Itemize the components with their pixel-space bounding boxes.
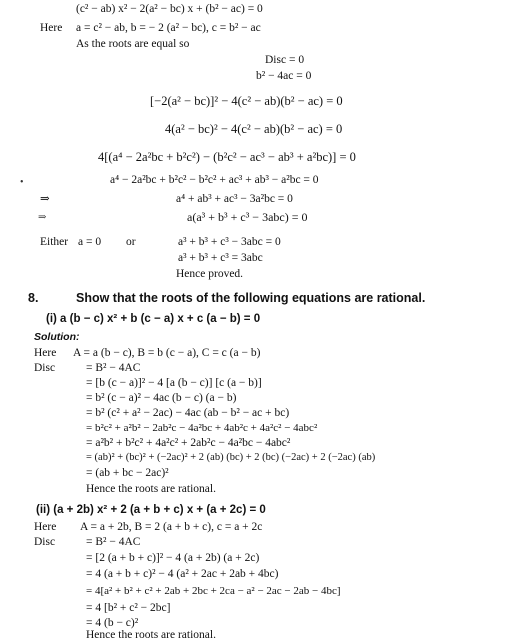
b2-4ac-line: b² − 4ac = 0 bbox=[256, 70, 312, 82]
a-zero-text: a = 0 bbox=[78, 236, 102, 248]
either-label: Either bbox=[40, 236, 69, 248]
final-equation-line: a³ + b³ + c³ = 3abc bbox=[178, 252, 263, 264]
coefficients-line: A = a + 2b, B = 2 (a + b + c), c = a + 2c bbox=[80, 521, 263, 533]
step-line: 4(a² − bc)² − 4(c² − ab)(b² − ac) = 0 bbox=[165, 122, 343, 136]
solution-label: Solution: bbox=[34, 331, 80, 343]
disc-step: = [b (c − a)]² − 4 [a (b − c)] [c (a − b)] bbox=[86, 377, 262, 389]
disc-step: = a²b² + b²c² + 4a²c² + 2ab²c − 4a²bc − 4abc² bbox=[86, 437, 291, 449]
equation-line: (c² − ab) x² − 2(a² − bc) x + (b² − ac) = 0 bbox=[76, 3, 263, 15]
part-ii-heading: (ii) (a + 2b) x² + 2 (a + b + c) x + (a + 2c) = 0 bbox=[36, 504, 266, 516]
either-rhs-line: a³ + b³ + c³ − 3abc = 0 bbox=[178, 236, 281, 248]
here-label: Here bbox=[34, 347, 57, 359]
step-line: a⁴ + ab³ + ac³ − 3a²bc = 0 bbox=[176, 193, 293, 205]
disc-step: = b² (c² + a² − 2ac) − 4ac (ab − b² − ac + bc) bbox=[86, 407, 290, 419]
question-number: 8. bbox=[28, 291, 39, 305]
disc-step: = 4 (a + b + c)² − 4 (a² + 2ac + 2ab + 4bc) bbox=[86, 568, 279, 580]
disc-step: = b²c² + a²b² − 2ab²c − 4a²bc + 4ab²c + 4a²c² − 4abc² bbox=[86, 422, 318, 434]
margin-mark: • bbox=[20, 177, 24, 188]
equal-roots-text: As the roots are equal so bbox=[76, 38, 190, 50]
disc-zero-line: Disc = 0 bbox=[265, 54, 305, 66]
or-label: or bbox=[126, 236, 136, 248]
margin-mark: ⇒ bbox=[38, 212, 47, 223]
disc-step: = (ab)² + (bc)² + (−2ac)² + 2 (ab) (bc) + 2 (bc) (−2ac) + 2 (−2ac) (ab) bbox=[86, 452, 376, 463]
disc-step: = b² (c − a)² − 4ac (b − c) (a − b) bbox=[86, 392, 237, 404]
here-label: Here bbox=[40, 22, 63, 34]
step-line: a(a³ + b³ + c³ − 3abc) = 0 bbox=[187, 210, 308, 224]
disc-step: = 4 [b² + c² − 2bc] bbox=[86, 602, 171, 614]
disc-step: = (ab + bc − 2ac)² bbox=[86, 467, 169, 479]
coefficients-line: a = c² − ab, b = − 2 (a² − bc), c = b² − ac bbox=[76, 22, 261, 34]
implies-symbol: ⇒ bbox=[40, 193, 50, 205]
disc-step: = [2 (a + b + c)]² − 4 (a + 2b) (a + 2c) bbox=[86, 552, 260, 564]
step-line: 4[(a⁴ − 2a²bc + b²c²) − (b²c² − ac³ − ab³ + a²bc)] = 0 bbox=[98, 150, 356, 164]
disc-step: = 4[a² + b² + c² + 2ab + 2bc + 2ca − a² − 2ac − 2ab − 4bc] bbox=[86, 585, 341, 597]
conclusion-text: Hence the roots are rational. bbox=[86, 483, 216, 495]
step-line: [−2(a² − bc)]² − 4(c² − ab)(b² − ac) = 0 bbox=[150, 94, 343, 108]
here-label: Here bbox=[34, 521, 57, 533]
proved-text: Hence proved. bbox=[176, 268, 244, 280]
step-line: a⁴ − 2a²bc + b²c² − b²c² + ac³ + ab³ − a²bc = 0 bbox=[110, 174, 319, 186]
conclusion-text: Hence the roots are rational. bbox=[86, 629, 216, 641]
disc-step: = 4 (b − c)² bbox=[86, 617, 139, 629]
disc-label: Disc bbox=[34, 362, 56, 374]
coefficients-line: A = a (b − c), B = b (c − a), C = c (a − b) bbox=[73, 347, 261, 359]
question-text: Show that the roots of the following equations are rational. bbox=[76, 291, 426, 305]
part-i-heading: (i) a (b − c) x² + b (c − a) x + c (a − b) = 0 bbox=[46, 313, 261, 325]
disc-step: = B² − 4AC bbox=[86, 362, 141, 374]
disc-step: = B² − 4AC bbox=[86, 536, 141, 548]
disc-label: Disc bbox=[34, 536, 56, 548]
